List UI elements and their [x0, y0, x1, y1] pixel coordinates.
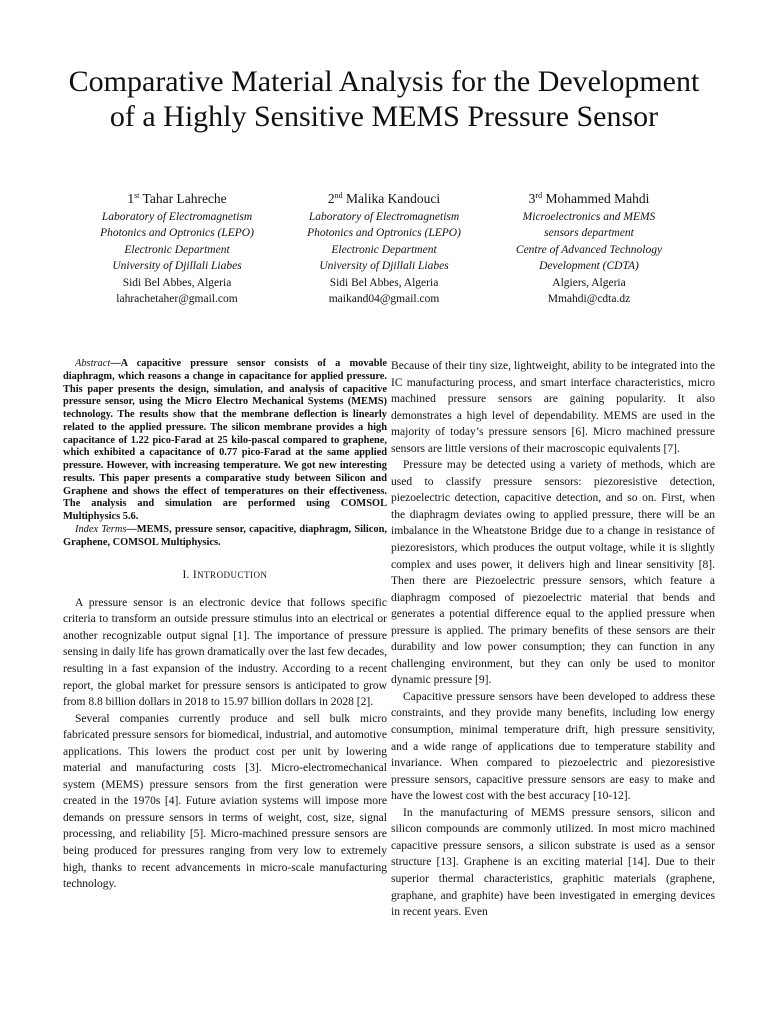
author-3 — [482, 190, 696, 307]
author-email: maikand04@gmail.com — [328, 293, 440, 306]
author-name — [277, 190, 491, 207]
affiliation-line: Electronic Department — [124, 243, 230, 256]
affiliation-line: Development (CDTA) — [539, 260, 639, 273]
author-ordinal-suffix: rd — [535, 191, 543, 200]
author-ordinal-suffix: st — [134, 191, 140, 200]
author-ordinal-suffix: nd — [334, 191, 343, 200]
author-name-text: Tahar Lahreche — [142, 191, 227, 206]
abstract — [63, 358, 387, 524]
author-1 — [70, 190, 284, 307]
affiliation-line: Electronic Department — [331, 243, 437, 256]
section-heading — [63, 567, 387, 584]
affiliation-line: Laboratory of Electromagnetism — [308, 211, 460, 223]
author-name-text: Mohammed Mahdi — [545, 191, 650, 206]
left-column — [63, 358, 387, 893]
index-terms — [63, 524, 387, 550]
author-ordinal: 1 — [127, 191, 135, 206]
title-line-2: of a Highly Sensitive MEMS Pressure Sensor — [109, 100, 659, 133]
affiliation-line: University of Djillali Liabes — [319, 260, 449, 273]
author-ordinal: 3 — [528, 191, 536, 206]
author-name — [482, 190, 696, 207]
affiliation-line: Photonics and Optronics (LEPO) — [307, 227, 461, 240]
section-title-rest: NTRODUCTION — [197, 570, 268, 581]
author-email: lahrachetaher@gmail.com — [116, 293, 238, 306]
body-paragraph: Pressure may be detected using a variety of methods, which are used to classify pressure sensors: piezoresistive detection, piezoelectric detection, capacitive detection, and so on. First, when the diaphragm deviates owing to applied pressure, there will be an imbalance in the Wheatstone Bridge due to a change in resistance of piezoresistors, which produces the output voltage, while it is slightly complex and uses power, it delivers high and linear sensitivity [8]. Then there are Piezoelectric pressure sensors, which feature a diaphragm composed of piezoelectric material that bends and generates a potential difference equal to the applied pressure when pressure is applied. The primary benefits of these sensors are their durability and low power consumption; they can function in any challenging environment, but they can only be used to monitor dynamic pressure [9]. — [391, 459, 715, 687]
body-paragraph: Capacitive pressure sensors have been developed to address these constraints, and they provide many benefits, including low energy consumption, minimal temperature drift, high pressure sensitivity, and a wide range of applications due to temperature stability and invariance. When compared to piezoelectric and piezoresistive pressure sensors, capacitive pressure sensors are easy to make and have the lowest cost with the best accuracy [10-12]. — [391, 690, 715, 803]
body-paragraph: Several companies currently produce and sell bulk micro fabricated pressure sensors for biomedical, industrial, and automotive applications. This lowers the product cost per unit by lowering material and manufacturing costs [3]. Micro-electromechanical system (MEMS) pressure sensors from the first generation were created in the 1970s [4]. Future aviation systems will impose more demands on pressure sensors in terms of weight, cost, size, signal processing, and reliability [5]. Micro-machined pressure sensors are being produced for pressures ranging from very low to extremely high, thanks to recent advancements in micro-scale manufacturing technology. — [63, 712, 387, 891]
body-paragraph: A pressure sensor is an electronic device that follows specific criteria to transform an outside pressure stimulus into an electrical or another recognizable output signal [1]. The importance of pressure sensing in daily life has grown dramatically over the last few decades, resulting in a fast expansion of the industry. According to a recent report, the global market for pressure sensors is anticipated to grow from 8.8 billion dollars in 2018 to 15.97 billion dollars in 2028 [2]. — [63, 596, 387, 709]
paper-title — [40, 64, 728, 134]
abstract-text: —A capacitive pressure sensor consists of a movable diaphragm, which reasons a change in capacitance for applied pressure. This paper presents the design, simulation, and analysis of capacitive pressure sensor, using the Micro Electro Mechanical Systems (MEMS) technology. The results show that the membrane deflection is linearly related to the applied pressure. The silicon membrane provides a high capacitance of 1.22 pico-Farad at 25 kilo-pascal compared to graphene, which exhibited a capacitance of 0.77 pico-Farad at the same applied pressure. However, with increasing temperature. We got new interesting results. This paper presents a comparative study between Silicon and Graphene and shows the effect of temperatures on their effectiveness. The analysis and simulation are performed using COMSOL Multiphysics 5.6. — [63, 358, 387, 522]
author-2 — [277, 190, 491, 307]
author-name-text: Malika Kandouci — [346, 191, 441, 206]
author-name — [70, 190, 284, 207]
affiliation-line: Centre of Advanced Technology — [515, 243, 663, 256]
affiliation-line: Laboratory of Electromagnetism — [101, 211, 253, 223]
author-location: Sidi Bel Abbes, Algeria — [329, 276, 439, 289]
section-number: I. — [182, 569, 193, 582]
index-terms-label: Index Terms — [75, 523, 127, 535]
body-paragraph: Because of their tiny size, lightweight, ability to be integrated into the IC manufacturing process, and smart interface characteristics, micro machined pressure sensors are gaining popularity. It also demonstrates a high level of dependability. MEMS are used in the majority of today’s pressure sensors [6]. Micro machined pressure sensors are little versions of their macroscopic equivalents [7]. — [391, 360, 715, 455]
title-line-1: Comparative Material Analysis for the Development — [68, 65, 700, 98]
body-paragraph: In the manufacturing of MEMS pressure sensors, silicon and silicon compounds are commonly utilized. In most micro machined capacitive pressure sensors, a silicon substrate is used as a sensor structure [13]. Graphene is an exciting material [14]. Due to their superior thermal characteristics, graphitic materials (graphene, graphane, and graphite) have been investigated in emerging devices in recent years. Even — [391, 806, 715, 919]
author-email: Mmahdi@cdta.dz — [547, 293, 631, 306]
abstract-label: Abstract — [75, 358, 111, 369]
affiliation-line: University of Djillali Liabes — [112, 260, 242, 273]
right-column — [391, 358, 715, 921]
section-initial: I — [192, 569, 198, 582]
affiliation-line: Microelectronics and MEMS — [522, 211, 656, 223]
affiliation-line: Photonics and Optronics (LEPO) — [100, 227, 254, 240]
affiliation-line: sensors department — [544, 227, 634, 240]
author-location: Sidi Bel Abbes, Algeria — [122, 276, 232, 289]
author-ordinal: 2 — [327, 191, 335, 206]
index-terms-text: —MEMS, pressure sensor, capacitive, diaphragm, Silicon, Graphene, COMSOL Multiphysics. — [63, 523, 387, 548]
author-location: Algiers, Algeria — [552, 276, 626, 289]
